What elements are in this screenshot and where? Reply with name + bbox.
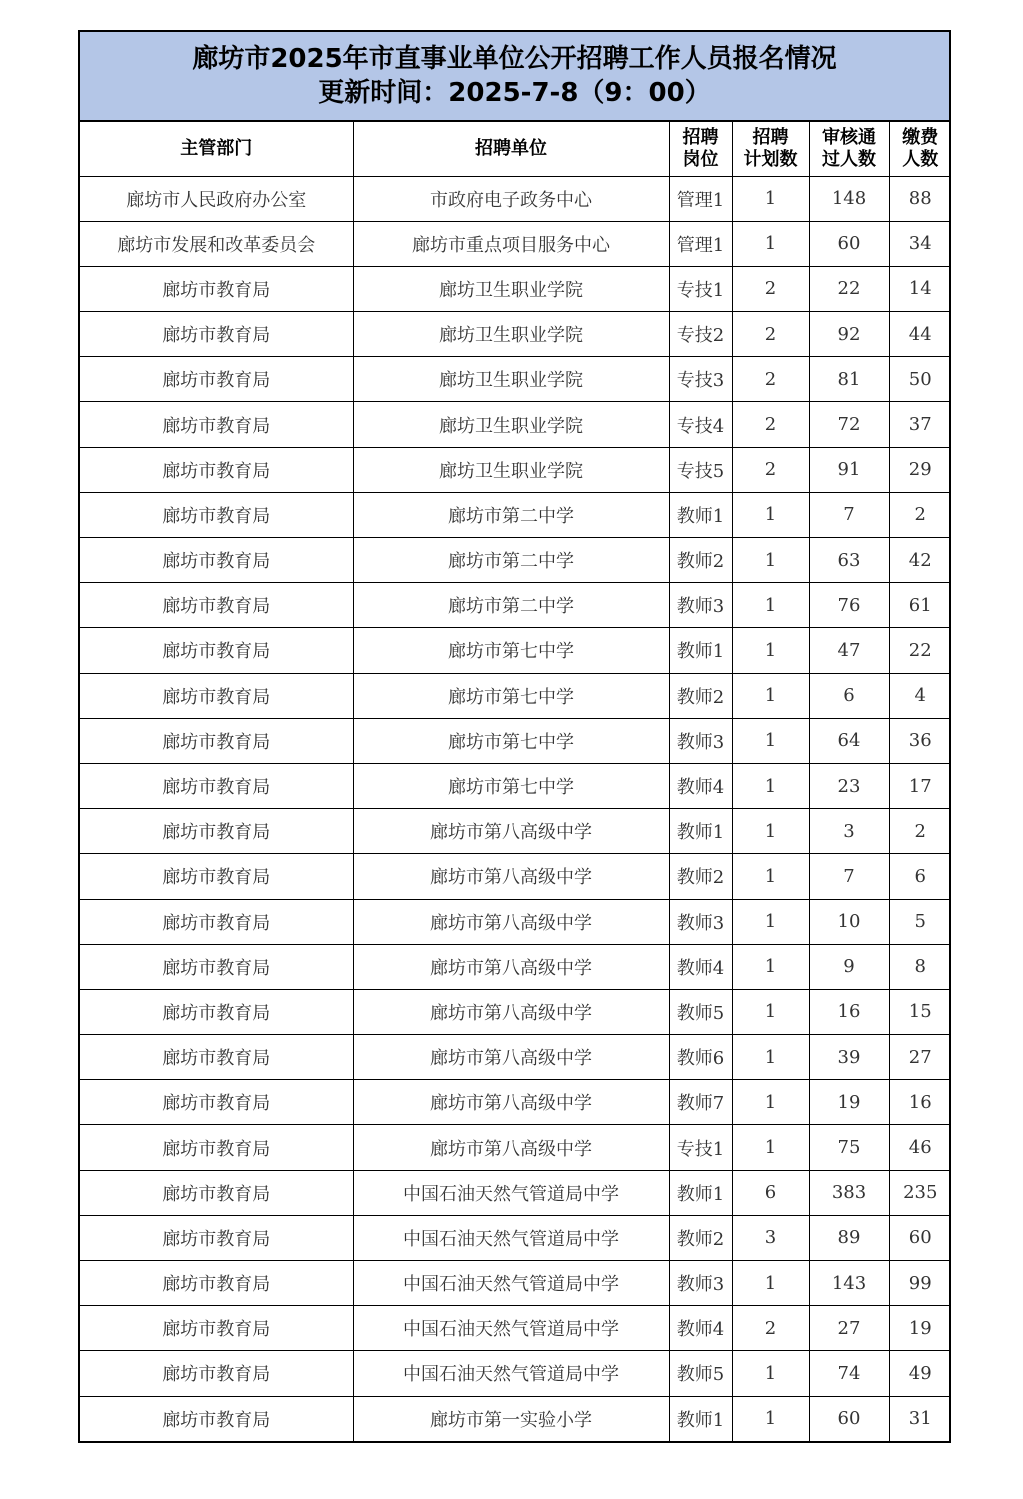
cell-passed: 6 — [809, 673, 889, 718]
header-dept: 主管部门 — [80, 122, 353, 176]
table-row — [80, 673, 951, 718]
table-row — [80, 763, 951, 808]
table-row — [80, 583, 951, 628]
cell-post: 教师1 — [669, 809, 732, 854]
header-post-line2: 岗位 — [682, 148, 719, 170]
cell-plan: 1 — [732, 944, 809, 989]
cell-post: 教师3 — [669, 583, 732, 628]
cell-paid: 61 — [889, 583, 951, 628]
cell-passed: 63 — [809, 538, 889, 583]
cell-unit: 廊坊市第八高级中学 — [353, 809, 669, 854]
cell-passed: 9 — [809, 944, 889, 989]
cell-paid: 46 — [889, 1125, 951, 1170]
cell-unit: 廊坊市第八高级中学 — [353, 944, 669, 989]
header-paid-line1: 缴费 — [902, 126, 939, 148]
cell-passed: 47 — [809, 628, 889, 673]
cell-paid: 88 — [889, 176, 951, 221]
cell-post: 管理1 — [669, 176, 732, 221]
table-row — [80, 1351, 951, 1396]
cell-dept: 廊坊市教育局 — [80, 763, 353, 808]
cell-unit: 廊坊市第八高级中学 — [353, 989, 669, 1034]
cell-dept: 廊坊市教育局 — [80, 402, 353, 447]
cell-plan: 1 — [732, 854, 809, 899]
cell-unit: 廊坊市第七中学 — [353, 628, 669, 673]
update-time: 更新时间：2025-7-8（9：00） — [318, 78, 711, 108]
table-row — [80, 1261, 951, 1306]
table-row — [80, 402, 951, 447]
cell-dept: 廊坊市教育局 — [80, 1396, 353, 1441]
cell-plan: 1 — [732, 989, 809, 1034]
cell-post: 教师6 — [669, 1035, 732, 1080]
cell-unit: 廊坊市第二中学 — [353, 538, 669, 583]
page-title: 廊坊市2025年市直事业单位公开招聘工作人员报名情况 — [192, 44, 837, 74]
header-paid — [889, 122, 951, 176]
cell-dept: 廊坊市教育局 — [80, 718, 353, 763]
cell-paid: 6 — [889, 854, 951, 899]
cell-dept: 廊坊市教育局 — [80, 809, 353, 854]
cell-passed: 10 — [809, 899, 889, 944]
cell-unit: 廊坊市第八高级中学 — [353, 1035, 669, 1080]
table-row — [80, 1125, 951, 1170]
cell-paid: 8 — [889, 944, 951, 989]
cell-passed: 60 — [809, 1396, 889, 1441]
cell-dept: 廊坊市教育局 — [80, 266, 353, 311]
cell-unit: 中国石油天然气管道局中学 — [353, 1215, 669, 1260]
cell-plan: 2 — [732, 447, 809, 492]
cell-paid: 2 — [889, 809, 951, 854]
cell-plan: 1 — [732, 899, 809, 944]
cell-dept: 廊坊市教育局 — [80, 1125, 353, 1170]
cell-unit: 中国石油天然气管道局中学 — [353, 1261, 669, 1306]
cell-passed: 143 — [809, 1261, 889, 1306]
cell-paid: 22 — [889, 628, 951, 673]
cell-dept: 廊坊市发展和改革委员会 — [80, 221, 353, 266]
cell-paid: 14 — [889, 266, 951, 311]
cell-passed: 81 — [809, 357, 889, 402]
cell-paid: 44 — [889, 312, 951, 357]
cell-post: 教师4 — [669, 1306, 732, 1351]
table-row — [80, 718, 951, 763]
cell-unit: 廊坊市第八高级中学 — [353, 1080, 669, 1125]
cell-unit: 廊坊市第七中学 — [353, 718, 669, 763]
header-passed — [809, 122, 889, 176]
cell-paid: 16 — [889, 1080, 951, 1125]
cell-passed: 22 — [809, 266, 889, 311]
cell-passed: 89 — [809, 1215, 889, 1260]
cell-passed: 39 — [809, 1035, 889, 1080]
cell-plan: 1 — [732, 583, 809, 628]
registration-table-sheet — [78, 30, 951, 1443]
cell-unit: 中国石油天然气管道局中学 — [353, 1170, 669, 1215]
cell-passed: 76 — [809, 583, 889, 628]
cell-unit: 廊坊市重点项目服务中心 — [353, 221, 669, 266]
cell-dept: 廊坊市教育局 — [80, 447, 353, 492]
cell-dept: 廊坊市教育局 — [80, 1306, 353, 1351]
cell-passed: 16 — [809, 989, 889, 1034]
cell-passed: 92 — [809, 312, 889, 357]
table-row — [80, 944, 951, 989]
cell-plan: 2 — [732, 357, 809, 402]
cell-unit: 廊坊卫生职业学院 — [353, 447, 669, 492]
cell-plan: 1 — [732, 221, 809, 266]
cell-paid: 36 — [889, 718, 951, 763]
cell-paid: 37 — [889, 402, 951, 447]
header-passed-line2: 过人数 — [822, 148, 876, 170]
cell-post: 教师7 — [669, 1080, 732, 1125]
cell-plan: 1 — [732, 1351, 809, 1396]
cell-plan: 1 — [732, 176, 809, 221]
cell-dept: 廊坊市教育局 — [80, 1261, 353, 1306]
cell-paid: 99 — [889, 1261, 951, 1306]
cell-passed: 23 — [809, 763, 889, 808]
cell-plan: 1 — [732, 1125, 809, 1170]
header-plan-line2: 计划数 — [743, 148, 798, 170]
header-plan — [732, 122, 809, 176]
cell-paid: 60 — [889, 1215, 951, 1260]
cell-plan: 1 — [732, 628, 809, 673]
table-row — [80, 1306, 951, 1351]
cell-paid: 4 — [889, 673, 951, 718]
table-row — [80, 1396, 951, 1441]
title-banner — [80, 32, 949, 122]
header-unit: 招聘单位 — [353, 122, 669, 176]
cell-post: 教师3 — [669, 899, 732, 944]
table-row — [80, 989, 951, 1034]
cell-post: 教师2 — [669, 1215, 732, 1260]
header-post-line1: 招聘 — [682, 126, 719, 148]
cell-dept: 廊坊市教育局 — [80, 628, 353, 673]
cell-unit: 廊坊市第八高级中学 — [353, 854, 669, 899]
cell-dept: 廊坊市教育局 — [80, 899, 353, 944]
cell-unit: 中国石油天然气管道局中学 — [353, 1351, 669, 1396]
cell-post: 教师3 — [669, 718, 732, 763]
cell-unit: 廊坊市第二中学 — [353, 583, 669, 628]
cell-plan: 1 — [732, 1261, 809, 1306]
table-row — [80, 1170, 951, 1215]
cell-dept: 廊坊市教育局 — [80, 673, 353, 718]
table-row — [80, 266, 951, 311]
table-row — [80, 312, 951, 357]
table-row — [80, 809, 951, 854]
cell-dept: 廊坊市人民政府办公室 — [80, 176, 353, 221]
cell-post: 教师1 — [669, 628, 732, 673]
table-row — [80, 447, 951, 492]
table-row — [80, 1080, 951, 1125]
table-body — [80, 176, 951, 1441]
cell-passed: 7 — [809, 854, 889, 899]
cell-plan: 2 — [732, 402, 809, 447]
cell-plan: 1 — [732, 1396, 809, 1441]
table-row — [80, 176, 951, 221]
cell-post: 专技2 — [669, 312, 732, 357]
cell-plan: 1 — [732, 718, 809, 763]
cell-post: 专技1 — [669, 266, 732, 311]
cell-passed: 3 — [809, 809, 889, 854]
cell-passed: 148 — [809, 176, 889, 221]
cell-paid: 34 — [889, 221, 951, 266]
cell-passed: 74 — [809, 1351, 889, 1396]
cell-unit: 中国石油天然气管道局中学 — [353, 1306, 669, 1351]
cell-post: 教师4 — [669, 763, 732, 808]
cell-unit: 廊坊市第七中学 — [353, 763, 669, 808]
cell-dept: 廊坊市教育局 — [80, 989, 353, 1034]
cell-post: 教师2 — [669, 673, 732, 718]
cell-passed: 27 — [809, 1306, 889, 1351]
cell-passed: 19 — [809, 1080, 889, 1125]
cell-post: 教师2 — [669, 854, 732, 899]
cell-post: 专技1 — [669, 1125, 732, 1170]
header-paid-line2: 人数 — [902, 148, 939, 170]
cell-plan: 1 — [732, 1080, 809, 1125]
cell-paid: 31 — [889, 1396, 951, 1441]
cell-plan: 2 — [732, 312, 809, 357]
cell-unit: 廊坊市第一实验小学 — [353, 1396, 669, 1441]
cell-plan: 6 — [732, 1170, 809, 1215]
cell-unit: 廊坊市第八高级中学 — [353, 1125, 669, 1170]
table-row — [80, 854, 951, 899]
cell-plan: 1 — [732, 809, 809, 854]
cell-post: 专技5 — [669, 447, 732, 492]
header-plan-line1: 招聘 — [752, 126, 789, 148]
cell-plan: 1 — [732, 763, 809, 808]
cell-paid: 5 — [889, 899, 951, 944]
cell-unit: 廊坊卫生职业学院 — [353, 402, 669, 447]
cell-post: 教师3 — [669, 1261, 732, 1306]
header-passed-line1: 审核通 — [822, 126, 876, 148]
cell-plan: 1 — [732, 673, 809, 718]
cell-paid: 235 — [889, 1170, 951, 1215]
table-header-row — [80, 122, 951, 176]
cell-dept: 廊坊市教育局 — [80, 1351, 353, 1396]
cell-paid: 29 — [889, 447, 951, 492]
cell-passed: 383 — [809, 1170, 889, 1215]
table-row — [80, 899, 951, 944]
cell-post: 教师5 — [669, 989, 732, 1034]
cell-dept: 廊坊市教育局 — [80, 538, 353, 583]
cell-dept: 廊坊市教育局 — [80, 1170, 353, 1215]
cell-unit: 廊坊市第二中学 — [353, 492, 669, 537]
cell-plan: 1 — [732, 538, 809, 583]
cell-post: 教师1 — [669, 1396, 732, 1441]
table-row — [80, 1035, 951, 1080]
cell-dept: 廊坊市教育局 — [80, 1035, 353, 1080]
table-row — [80, 357, 951, 402]
cell-plan: 2 — [732, 266, 809, 311]
cell-plan: 3 — [732, 1215, 809, 1260]
cell-unit: 廊坊卫生职业学院 — [353, 357, 669, 402]
cell-post: 专技3 — [669, 357, 732, 402]
cell-passed: 72 — [809, 402, 889, 447]
table-row — [80, 1215, 951, 1260]
cell-post: 管理1 — [669, 221, 732, 266]
cell-post: 教师1 — [669, 492, 732, 537]
table-row — [80, 628, 951, 673]
table-row — [80, 538, 951, 583]
cell-plan: 1 — [732, 1035, 809, 1080]
cell-unit: 廊坊市第八高级中学 — [353, 899, 669, 944]
cell-paid: 49 — [889, 1351, 951, 1396]
cell-passed: 75 — [809, 1125, 889, 1170]
cell-paid: 19 — [889, 1306, 951, 1351]
cell-post: 专技4 — [669, 402, 732, 447]
cell-post: 教师2 — [669, 538, 732, 583]
cell-passed: 60 — [809, 221, 889, 266]
cell-paid: 42 — [889, 538, 951, 583]
cell-dept: 廊坊市教育局 — [80, 854, 353, 899]
cell-post: 教师4 — [669, 944, 732, 989]
cell-dept: 廊坊市教育局 — [80, 583, 353, 628]
registration-table — [80, 122, 951, 1441]
cell-dept: 廊坊市教育局 — [80, 357, 353, 402]
cell-paid: 50 — [889, 357, 951, 402]
cell-passed: 7 — [809, 492, 889, 537]
table-row — [80, 221, 951, 266]
cell-unit: 廊坊卫生职业学院 — [353, 312, 669, 357]
cell-passed: 91 — [809, 447, 889, 492]
cell-dept: 廊坊市教育局 — [80, 1215, 353, 1260]
cell-paid: 15 — [889, 989, 951, 1034]
cell-dept: 廊坊市教育局 — [80, 492, 353, 537]
cell-unit: 市政府电子政务中心 — [353, 176, 669, 221]
cell-dept: 廊坊市教育局 — [80, 1080, 353, 1125]
cell-post: 教师5 — [669, 1351, 732, 1396]
cell-plan: 1 — [732, 492, 809, 537]
cell-paid: 17 — [889, 763, 951, 808]
cell-paid: 2 — [889, 492, 951, 537]
cell-plan: 2 — [732, 1306, 809, 1351]
cell-unit: 廊坊市第七中学 — [353, 673, 669, 718]
table-row — [80, 492, 951, 537]
cell-dept: 廊坊市教育局 — [80, 944, 353, 989]
cell-dept: 廊坊市教育局 — [80, 312, 353, 357]
cell-paid: 27 — [889, 1035, 951, 1080]
cell-unit: 廊坊卫生职业学院 — [353, 266, 669, 311]
header-post — [669, 122, 732, 176]
cell-post: 教师1 — [669, 1170, 732, 1215]
cell-passed: 64 — [809, 718, 889, 763]
